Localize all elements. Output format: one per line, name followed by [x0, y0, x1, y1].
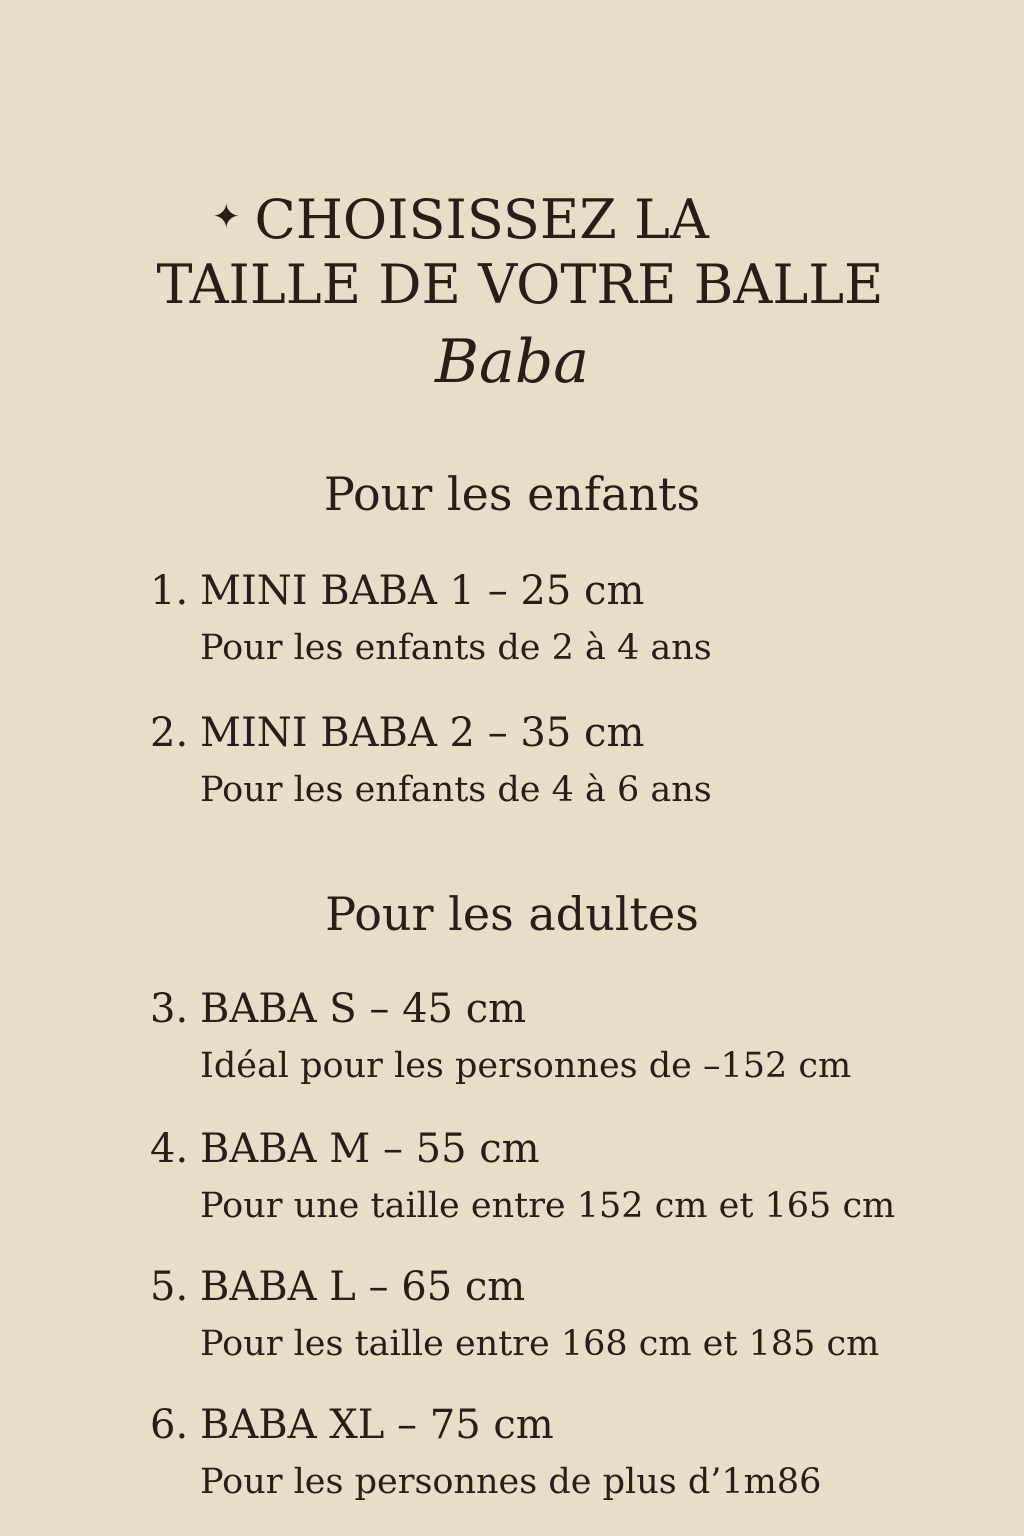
title-line-1	[212, 186, 709, 251]
section-heading-adults: Pour les adultes	[325, 887, 699, 941]
item-description: Pour une taille entre 152 cm et 165 cm	[200, 1186, 896, 1226]
item-description: Pour les enfants de 2 à 4 ans	[200, 628, 712, 668]
item-description: Pour les enfants de 4 à 6 ans	[200, 770, 712, 810]
item-number: 6.	[150, 1402, 189, 1448]
item-name: MINI BABA 2 – 35 cm	[200, 710, 645, 756]
list-item	[150, 566, 1010, 670]
item-number: 1.	[150, 568, 189, 614]
title-line-2: TAILLE DE VOTRE BALLE	[156, 253, 884, 316]
item-name: BABA XL – 75 cm	[200, 1402, 554, 1448]
section-heading-kids: Pour les enfants	[323, 467, 701, 521]
item-number: 4.	[150, 1126, 189, 1172]
item-name: BABA M – 55 cm	[200, 1126, 540, 1172]
sparkle-icon: ✦	[212, 197, 241, 237]
item-name: BABA S – 45 cm	[200, 986, 527, 1032]
list-item	[150, 1400, 1010, 1504]
list-item	[150, 1262, 1010, 1366]
list-item	[150, 708, 1010, 812]
item-description: Idéal pour les personnes de –152 cm	[200, 1046, 852, 1086]
item-description: Pour les taille entre 168 cm et 185 cm	[200, 1324, 880, 1364]
item-name: BABA L – 65 cm	[200, 1264, 526, 1310]
item-number: 3.	[150, 986, 189, 1032]
item-name: MINI BABA 1 – 25 cm	[200, 568, 645, 614]
list-item	[150, 1124, 1010, 1228]
title-line-3: Baba	[434, 327, 590, 397]
item-number: 5.	[150, 1264, 189, 1310]
item-number: 2.	[150, 710, 189, 756]
title-line-1-text: CHOISISSEZ LA	[254, 188, 709, 251]
item-description: Pour les personnes de plus d’1m86	[200, 1462, 822, 1502]
list-item	[150, 984, 1010, 1088]
